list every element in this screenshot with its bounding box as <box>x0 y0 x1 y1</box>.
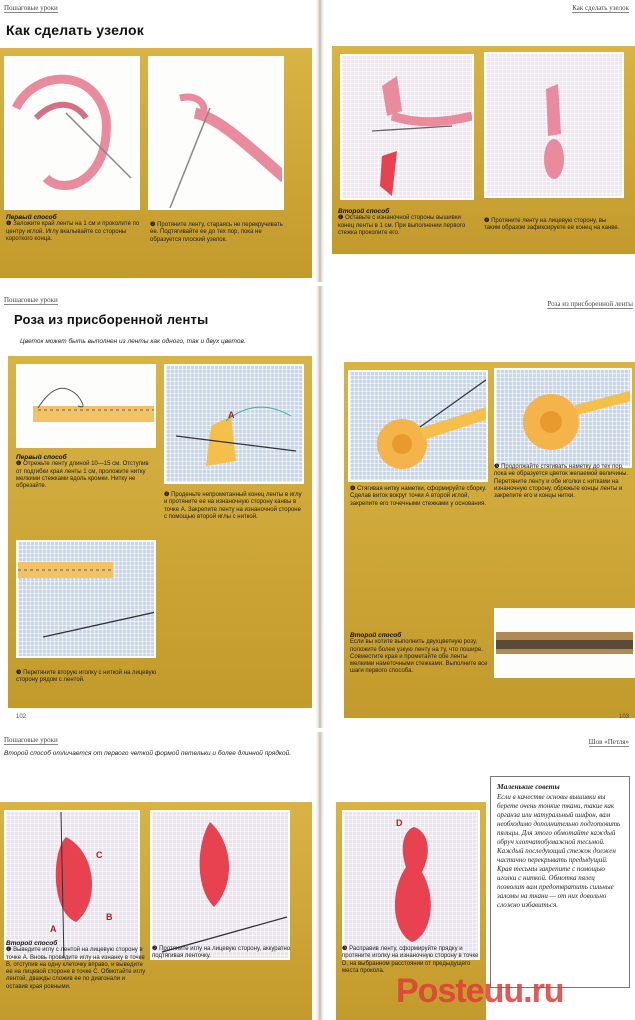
caption-rose-5: ❺ Продолжайте стягивать наметку до тех пор, пока не образуется цветок желаемой величины. Перетяните ленту и обе иголки с нитками на изнаночную сторону, обрежьте концы ленты и закрепите его и концы нитки. <box>494 464 629 500</box>
point-b-label: B <box>106 912 113 922</box>
photo-rose-step1 <box>16 364 156 448</box>
ribbon-illustration <box>344 812 480 960</box>
tips-text: Если в качестве основы вышивки вы берете очень тонкие ткани, такие как органза или натуральный шифон, вам необходимо дополнительно подготовить пяльцы. Для этого обмотайте каждый обруч хлопчатобумажной тесьмой. Каждый последующий стежок должен частично перекрывать предыдущий. Края тесьмы закрепите с помощью иголки с ниткой. Обмотка пялец позволит вам предотвратить сильные заломы на ткани — от них довольно сложно избавиться. <box>497 793 621 909</box>
photo-loop-step3 <box>342 810 480 960</box>
spread-rose <box>0 286 635 728</box>
point-c-label: C <box>96 850 103 860</box>
running-head-right: Роза из присборенной ленты <box>547 300 633 308</box>
ribbon-illustration <box>18 366 156 448</box>
page-title: Роза из присборенной ленты <box>14 312 209 327</box>
point-a-label: A <box>228 410 235 420</box>
watermark-text: Posteuu.ru <box>396 972 564 1010</box>
caption-knot-4: ❷ Протяните ленту на лицевую сторону, вы таким образом зафиксируете ее конец на канве. <box>484 218 620 232</box>
ribbon-illustration <box>496 370 632 468</box>
caption-knot-2: ❷ Протяните ленту, стараясь не перекручивать ее. Подтягивайте ее до тех пор, пока не образуется плоский узелок. <box>150 222 283 243</box>
photo-rose-step3 <box>16 540 156 658</box>
ribbon-illustration <box>486 54 624 198</box>
book-gutter <box>316 732 324 1020</box>
photo-rose-step5 <box>494 368 632 468</box>
caption-knot-3: Второй способ ❶ Оставьте с изнаночной стороны вышивки конец ленты в 1 см. При выполнении первого стежка проколите его. <box>338 208 466 236</box>
ribbon-illustration <box>350 372 488 482</box>
ribbon-illustration <box>6 58 140 210</box>
photo-rose-step4 <box>348 370 488 482</box>
photo-loop-step1 <box>4 810 140 960</box>
spread-knot <box>0 0 635 282</box>
running-head-right: Шов «Петля» <box>588 738 629 746</box>
caption-loop-1: Второй способ ❶ Выведите иглу с лентой на лицевую сторону в точке А. Вновь проведите иглу на изнанку в точке В, отступив на одну клеточку вправо, и выведите ее на лицевой стороне в точке С. Обмотайте иглу лентой, дважды сложив ее по диагонали и оставив края ровными. <box>6 940 146 990</box>
caption-rose-3: ❸ Перетяните вторую иголку с ниткой на лицевую сторону рядом с лентой. <box>16 670 157 684</box>
ribbon-illustration <box>18 542 156 658</box>
book-gutter <box>316 286 324 728</box>
photo-knot-step2 <box>148 56 284 210</box>
caption-rose-1: Первый способ ❶ Отрежьте ленту длиной 10—15 см. Отступив от подгибки края ленты 1 см, проложите нитку мелкими стежками вдоль кромки. Нитку не обрезайте. <box>16 454 149 490</box>
running-head-right: Как сделать узелок <box>572 4 629 12</box>
ribbon-illustration <box>496 610 635 678</box>
ribbon-illustration <box>6 812 140 960</box>
caption-rose-4: ❹ Стягивая нитку наметки, сформируйте сборку. Сделав виток вокруг точки А второй иглой, закрепите его точечными стежками у основания. <box>350 486 487 507</box>
page-number-right: 103 <box>618 714 629 720</box>
running-head-left: Пошаговые уроки <box>4 4 58 12</box>
caption-loop-2: ❷ Протяните иглу на лицевую сторону, аккуратно подтягивая ленточку. <box>152 946 291 960</box>
ribbon-illustration <box>152 812 290 960</box>
page-title: Как сделать узелок <box>6 22 144 38</box>
photo-knot-step4 <box>484 52 624 198</box>
photo-rose-twocolor <box>494 608 635 678</box>
photo-knot-step3 <box>340 54 474 200</box>
book-gutter <box>316 0 324 282</box>
photo-knot-step1 <box>4 56 140 210</box>
caption-knot-1: Первый способ ❶ Заложите край ленты на 1 см и проколите по центру иглой. Иглу вкалывайте со стороны короткого конца. <box>6 214 140 242</box>
spread-loop-stitch <box>0 732 635 1020</box>
ribbon-illustration <box>342 56 474 200</box>
caption-rose-method2: Второй способ Если вы хотите выполнить двухцветную розу, положите более узкую ленту на ту, что пошире. Совместите края и прометайте обе ленты мелкими наметочными стежками. Выполните все шаги первого способа. <box>350 632 488 675</box>
running-head-left: Пошаговые уроки <box>4 296 58 304</box>
photo-loop-step2 <box>150 810 290 960</box>
caption-rose-2: ❷ Проденьте непрометанный конец ленты в иглу и протяните ее на изнаночную сторону канвы в точке А. Закрепите ленту на изнаночной стороне с помощью второй иглы с ниткой. <box>164 492 302 520</box>
point-a-label: A <box>50 924 57 934</box>
ribbon-illustration <box>166 366 304 484</box>
tips-title: Маленькие советы <box>497 782 560 791</box>
caption-loop-3: ❸ Расправив ленту, сформируйте прядку и протяните иголку на изнаночную сторону в точке D, на выбранном расстоянии от предыдущего места прокола. <box>342 946 479 974</box>
tips-box <box>490 776 630 988</box>
intro-text: Второй способ отличается от первого четкой формой петельки и более длинной прядкой. <box>4 750 292 757</box>
ribbon-illustration <box>150 58 284 210</box>
intro-text: Цветок может быть выполнен из ленты как одного, так и двух цветов. <box>20 338 246 345</box>
page-number-left: 102 <box>16 714 27 720</box>
photo-rose-step2 <box>164 364 304 484</box>
point-d-label: D <box>396 818 403 828</box>
running-head-left: Пошаговые уроки <box>4 736 58 744</box>
